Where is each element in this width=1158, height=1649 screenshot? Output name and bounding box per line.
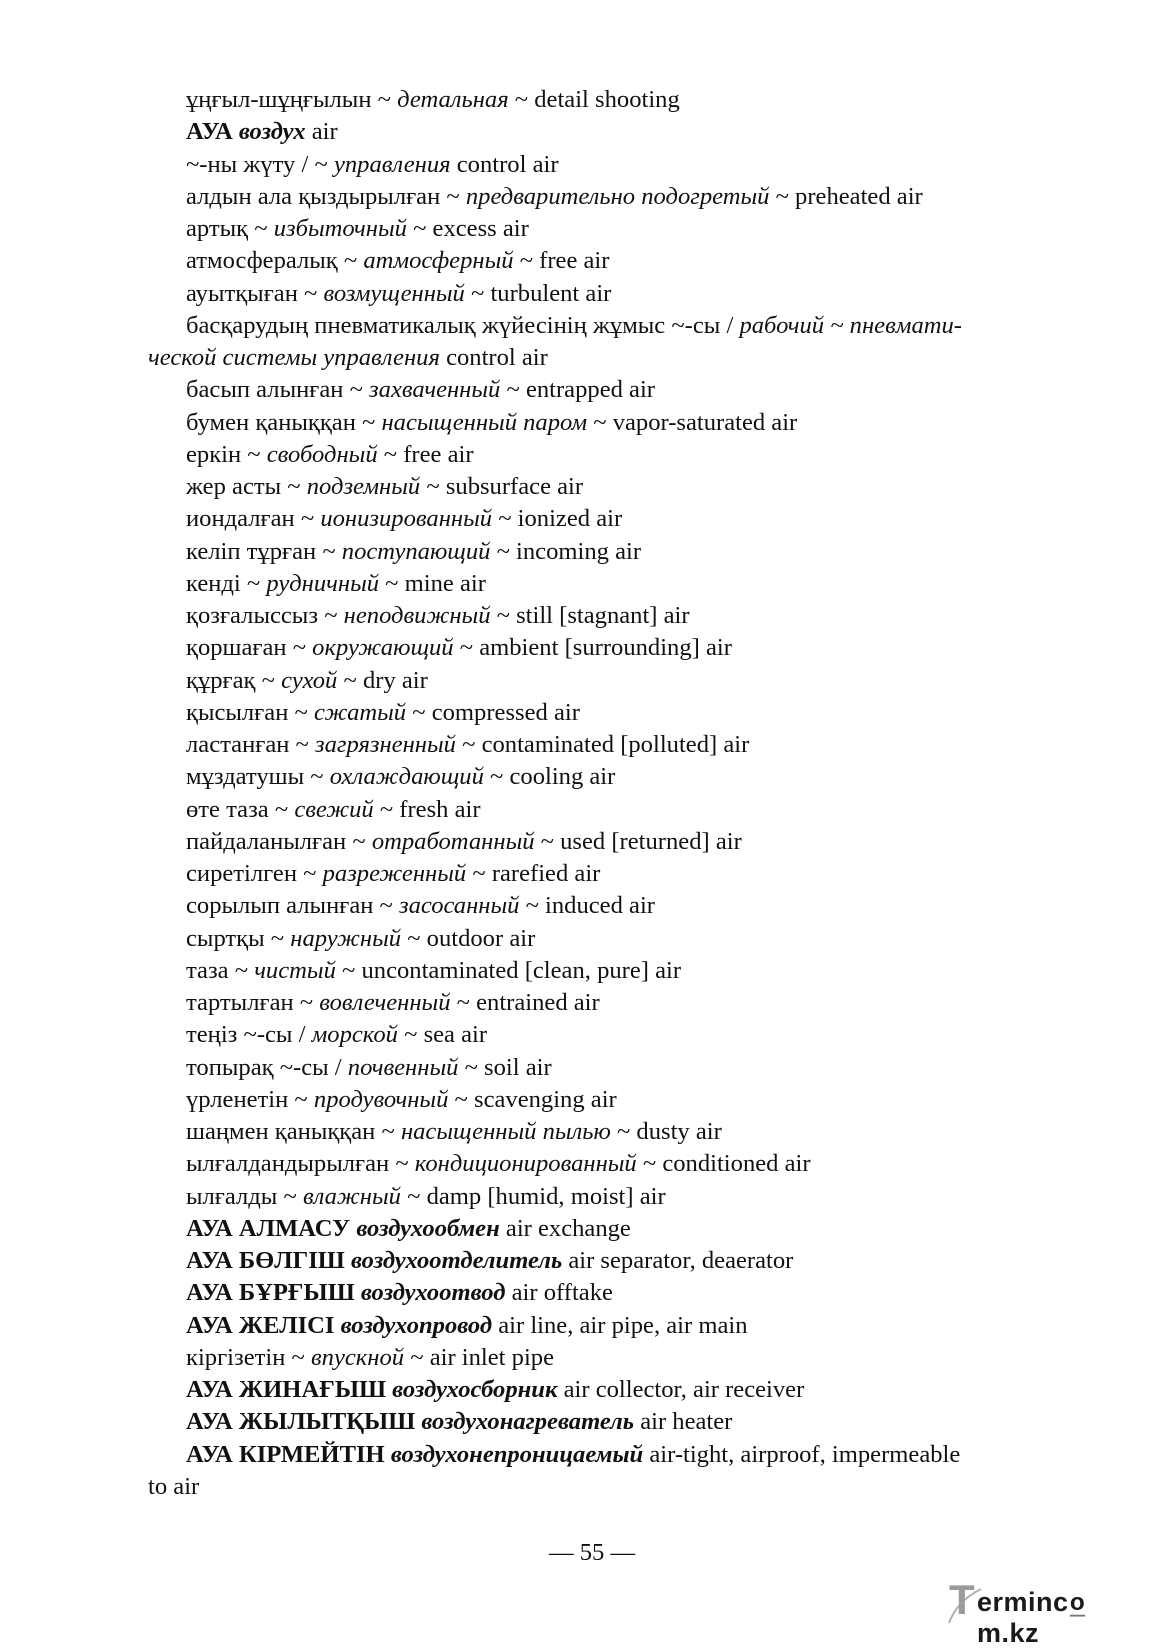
russian-term: подземный: [306, 473, 421, 500]
headword: АУА БӨЛГІШ: [186, 1247, 351, 1274]
entry-text: қоршаған ~: [186, 634, 313, 662]
russian-term: наружный: [290, 924, 402, 952]
entry-text: құрғақ ~: [186, 666, 282, 694]
entry-text: алдын ала қыздырылған ~: [186, 182, 466, 210]
russian-term: отработанный: [371, 827, 535, 855]
entry-text: ~ excess air: [406, 215, 529, 242]
entry-line: [148, 632, 1048, 664]
russian-term: морской: [311, 1021, 398, 1049]
entry-line: [148, 1019, 1048, 1051]
entry-line: [148, 1406, 1048, 1438]
entry-text: ~ contaminated [polluted] air: [455, 731, 750, 758]
entry-text: ~ conditioned air: [636, 1150, 811, 1178]
russian-term: атмосферный: [363, 247, 514, 275]
russian-term: насыщенный пылью: [400, 1118, 611, 1145]
entry-text: ~ used [returned] air: [534, 827, 742, 855]
entry-text: таза ~: [186, 956, 255, 984]
headword-russian: воздухосборник: [392, 1376, 558, 1403]
headword-russian: воздухоотвод: [360, 1279, 506, 1307]
entry-text: мұздатушы ~: [186, 763, 330, 791]
entry-text: ~ entrained air: [450, 989, 600, 1016]
entry-text: ~ ambient [surrounding] air: [453, 634, 732, 662]
entry-line: [148, 116, 1048, 148]
entry-line: [148, 890, 1048, 922]
russian-term: детальная: [397, 86, 509, 113]
entry-line: [148, 503, 1048, 535]
russian-term: неподвижный: [343, 602, 491, 629]
entry-line: [148, 1052, 1048, 1084]
entry-line: [148, 600, 1048, 632]
entry-text: ~ vapor-saturated air: [587, 408, 798, 436]
entry-line: [148, 1277, 1048, 1309]
entry-text: control air: [439, 344, 548, 371]
russian-term: предварительно подогретый: [465, 182, 770, 210]
termincom-watermark-logo: [947, 1576, 1147, 1648]
entry-text: ~ scavenging air: [448, 1085, 617, 1113]
entry-line: [148, 439, 1048, 471]
russian-term: разреженный: [322, 860, 467, 887]
dictionary-page: [148, 84, 1048, 1503]
entry-line: [148, 84, 1048, 116]
entry-text: air collector, air receiver: [557, 1376, 805, 1403]
entry-line: [148, 149, 1048, 181]
entry-text: ылғалды ~: [186, 1182, 303, 1210]
entry-text: бумен қаныққан ~: [186, 408, 382, 436]
russian-term: свободный: [266, 440, 378, 468]
entry-line: [148, 342, 1048, 374]
entry-text: ылғалдандырылған ~: [186, 1150, 415, 1178]
entry-line: [148, 955, 1048, 987]
entry-text: ұңғыл-шұңғылын ~: [186, 86, 398, 113]
entry-text: ластанған ~: [186, 731, 315, 758]
russian-term: рабочий ~ пневмати-: [739, 311, 962, 339]
entry-text: кіргізетін ~: [186, 1343, 311, 1371]
entry-line: [148, 1471, 1048, 1503]
headword: АУА АЛМАСУ: [186, 1214, 357, 1242]
entry-text: топырақ ~-сы /: [186, 1053, 348, 1081]
entry-line: [148, 1374, 1048, 1406]
entry-text: air exchange: [499, 1214, 631, 1242]
entry-text: жер асты ~: [186, 473, 307, 500]
entry-text: сыртқы ~: [186, 924, 291, 952]
entry-text: ~ outdoor air: [401, 924, 536, 952]
entry-text: қысылған ~: [186, 698, 314, 726]
russian-term: впускной: [310, 1343, 405, 1371]
russian-term: окружающий: [312, 634, 454, 662]
entry-text: ~ free air: [377, 440, 474, 468]
entry-text: қозғалыссыз ~: [186, 602, 344, 629]
entry-line: [148, 697, 1048, 729]
entry-line: [148, 858, 1048, 890]
entry-line: [148, 794, 1048, 826]
magnifier-o-icon: o: [1069, 1588, 1085, 1616]
entry-text: air-tight, airproof, impermeable: [643, 1440, 961, 1468]
entry-text: to air: [148, 1472, 200, 1500]
entry-line: [148, 1148, 1048, 1180]
entry-text: ~ still [stagnant] air: [490, 602, 690, 629]
entry-line: [148, 761, 1048, 793]
russian-term: сжатый: [313, 698, 407, 726]
entry-text: air separator, deaerator: [562, 1247, 794, 1274]
russian-term: ческой системы управления: [148, 344, 440, 371]
entry-text: air offtake: [505, 1279, 613, 1307]
russian-term: чистый: [254, 956, 336, 984]
entry-text: ~ damp [humid, moist] air: [400, 1182, 666, 1210]
headword-russian: воздухонагреватель: [421, 1408, 635, 1436]
entry-text: теңіз ~-сы /: [186, 1021, 312, 1049]
entry-line: [148, 1310, 1048, 1342]
entry-text: ~ incoming air: [490, 537, 642, 565]
entry-text: пайдаланылған ~: [186, 827, 372, 855]
entry-line: [148, 1213, 1048, 1245]
entry-text: ~ soil air: [458, 1053, 552, 1081]
russian-term: засосанный: [399, 892, 520, 920]
russian-term: поступающий: [341, 537, 491, 565]
russian-term: вовлеченный: [319, 989, 451, 1016]
russian-term: возмущенный: [323, 279, 465, 307]
russian-term: насыщенный паром: [381, 408, 588, 436]
entry-text: кенді ~: [186, 569, 267, 597]
entry-text: air heater: [634, 1408, 733, 1436]
entry-line: [148, 471, 1048, 503]
entry-text: ~ ionized air: [492, 505, 623, 533]
russian-term: рудничный: [266, 569, 380, 597]
entry-line: [148, 1084, 1048, 1116]
entry-text: ~ sea air: [397, 1021, 488, 1049]
entry-text: үрленетін ~: [186, 1085, 314, 1113]
headword: АУА ЖЫЛЫТҚЫШ: [186, 1408, 422, 1436]
entry-text: ~ preheated air: [769, 182, 923, 210]
russian-term: продувочный: [313, 1085, 449, 1113]
headword-russian: воздухонепроницаемый: [390, 1440, 644, 1468]
russian-term: управления: [333, 150, 451, 178]
russian-term: избыточный: [273, 215, 407, 242]
entry-text: ~ mine air: [379, 569, 486, 597]
headword: АУА КІРМЕЙТІН: [186, 1440, 391, 1468]
entry-line: [148, 923, 1048, 955]
entry-text: ~ detail shooting: [508, 86, 680, 113]
entry-text: тартылған ~: [186, 989, 320, 1016]
entry-text: артық ~: [186, 215, 274, 242]
entry-text: ~ free air: [513, 247, 610, 275]
logo-text: ermincom.kz: [977, 1587, 1085, 1648]
entry-line: [148, 213, 1048, 245]
entry-text: ауытқыған ~: [186, 279, 324, 307]
headword: АУА ЖИНАҒЫШ: [186, 1376, 393, 1403]
entry-text: еркін ~: [186, 440, 267, 468]
entry-line: [148, 568, 1048, 600]
logo-letter-t: T: [949, 1576, 975, 1623]
entry-line: [148, 1245, 1048, 1277]
entry-text: ~ uncontaminated [clean, pure] air: [335, 956, 682, 984]
russian-term: почвенный: [347, 1053, 459, 1081]
russian-term: загрязненный: [315, 731, 456, 758]
headword-russian: воздухообмен: [356, 1214, 500, 1242]
entry-text: air: [305, 118, 338, 146]
entry-text: басқарудың пневматикалық жүйесінің жұмыс ~-сы /: [186, 311, 740, 339]
russian-term: ионизированный: [320, 505, 493, 533]
entry-text: ~ cooling air: [483, 763, 616, 791]
entry-line: [148, 665, 1048, 697]
entry-text: ~ compressed air: [406, 698, 580, 726]
page-number: — 55 —: [548, 1539, 636, 1566]
entry-line: [148, 374, 1048, 406]
entry-text: ~ rarefied air: [466, 860, 601, 887]
entry-line: [148, 1439, 1048, 1471]
entry-text: ~ dry air: [337, 666, 428, 694]
entry-text: иондалған ~: [186, 505, 321, 533]
entry-text: ~ dusty air: [610, 1118, 722, 1145]
entry-line: [148, 181, 1048, 213]
entry-line: [148, 1181, 1048, 1213]
russian-term: сухой: [281, 666, 338, 694]
entry-text: басып алынған ~: [186, 376, 370, 404]
entry-text: control air: [450, 150, 559, 178]
russian-term: кондиционированный: [414, 1150, 637, 1178]
entry-text: өте таза ~: [186, 795, 295, 823]
entry-line: [148, 407, 1048, 439]
headword-russian: воздух: [238, 118, 306, 146]
headword: АУА ЖЕЛІСІ: [186, 1311, 341, 1339]
entry-text: ~ induced air: [519, 892, 655, 920]
headword: АУА БҰРҒЫШ: [186, 1279, 361, 1307]
russian-term: захваченный: [369, 376, 501, 404]
entry-line: [148, 1116, 1048, 1148]
entry-line: [148, 729, 1048, 761]
entry-text: сорылып алынған ~: [186, 892, 399, 920]
entry-line: [148, 310, 1048, 342]
entry-line: [148, 536, 1048, 568]
entry-line: [148, 245, 1048, 277]
entry-text: ~ subsurface air: [420, 473, 584, 500]
entry-text: келіп тұрған ~: [186, 537, 342, 565]
entry-line: [148, 1342, 1048, 1374]
entry-text: ~ entrapped air: [500, 376, 655, 404]
entry-text: ~ fresh air: [373, 795, 481, 823]
entry-text: ~-ны жүту / ~: [186, 150, 334, 178]
russian-term: охлаждающий: [329, 763, 484, 791]
entry-text: атмосфералық ~: [186, 247, 364, 275]
entry-text: сиретілген ~: [186, 860, 323, 887]
headword-russian: воздухопровод: [340, 1311, 493, 1339]
entry-line: [148, 826, 1048, 858]
entry-line: [148, 278, 1048, 310]
headword: АУА: [186, 118, 239, 146]
entry-text: шаңмен қаныққан ~: [186, 1118, 401, 1145]
entry-line: [148, 987, 1048, 1019]
russian-term: влажный: [302, 1182, 401, 1210]
entry-text: air line, air pipe, air main: [492, 1311, 748, 1339]
russian-term: свежий: [294, 795, 374, 823]
entry-text: ~ air inlet pipe: [404, 1343, 554, 1371]
entry-text: ~ turbulent air: [464, 279, 612, 307]
headword-russian: воздухоотделитель: [350, 1247, 563, 1274]
